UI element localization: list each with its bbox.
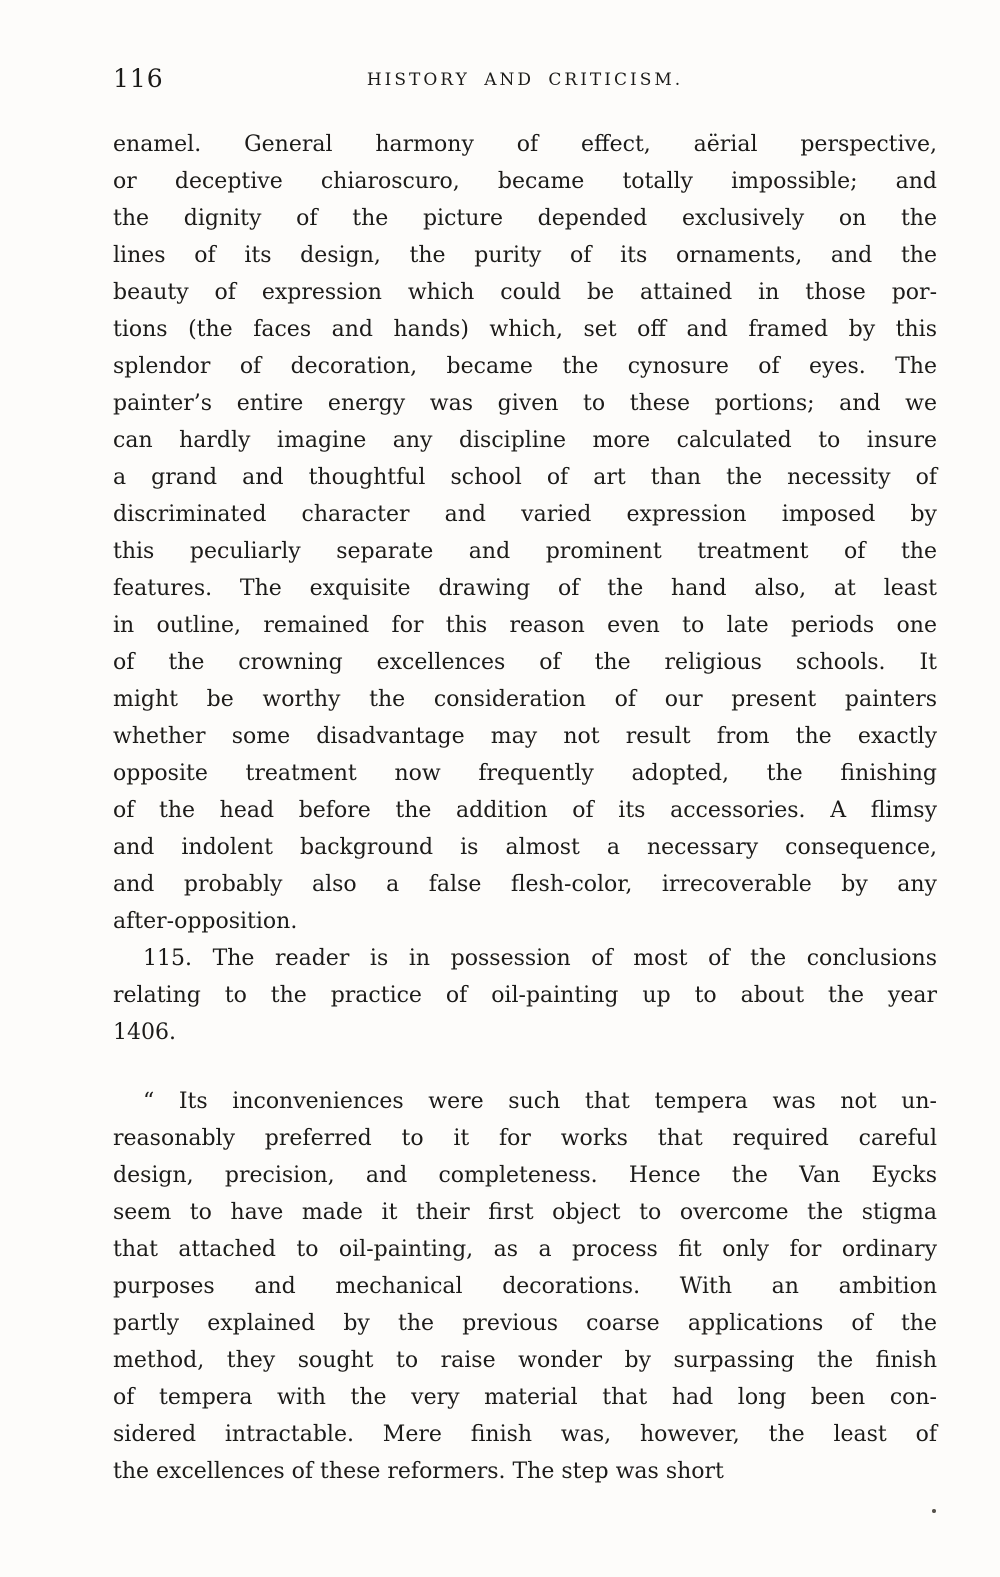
text-line: lines of its design, the purity of its ornaments, and the	[113, 243, 937, 268]
text-line: the excellences of these reformers. The step was short	[113, 1459, 724, 1484]
running-title: HISTORY AND CRITICISM.	[366, 70, 684, 90]
text-line: or deceptive chiaroscuro, became totally impossible; and	[113, 169, 937, 194]
page-number: 116	[113, 64, 164, 93]
text-line: discriminated character and varied expression imposed by	[113, 502, 937, 527]
text-line: painter’s entire energy was given to these portions; and we	[113, 391, 937, 416]
page-body	[113, 126, 937, 1490]
text-line: and indolent background is almost a necessary consequence,	[113, 835, 937, 860]
text-line: 1406.	[113, 1020, 176, 1045]
text-line: of the crowning excellences of the religious schools. It	[113, 650, 937, 675]
text-line: enamel. General harmony of effect, aërial perspective,	[113, 132, 937, 157]
text-line: tions (the faces and hands) which, set off and framed by this	[113, 317, 937, 342]
text-line: sidered intractable. Mere finish was, however, the least of	[113, 1422, 937, 1447]
text-line: 115. The reader is in possession of most of the conclusions	[143, 946, 937, 971]
paragraph	[113, 940, 937, 1051]
paragraph	[113, 1083, 937, 1490]
text-line: the dignity of the picture depended exclusively on the	[113, 206, 937, 231]
text-line: opposite treatment now frequently adopted, the finishing	[113, 761, 937, 786]
text-line: can hardly imagine any discipline more calculated to insure	[113, 428, 937, 453]
text-line: a grand and thoughtful school of art than the necessity of	[113, 465, 937, 490]
text-line: might be worthy the consideration of our present painters	[113, 687, 937, 712]
text-line: relating to the practice of oil-painting up to about the year	[113, 983, 937, 1008]
text-line: partly explained by the previous coarse applications of the	[113, 1311, 937, 1336]
text-line: and probably also a false flesh-color, irrecoverable by any	[113, 872, 937, 897]
page-header	[113, 64, 937, 98]
text-line: features. The exquisite drawing of the hand also, at least	[113, 576, 937, 601]
text-line: purposes and mechanical decorations. With an ambition	[113, 1274, 937, 1299]
text-line: reasonably preferred to it for works that required careful	[113, 1126, 937, 1151]
text-line: of the head before the addition of its accessories. A flimsy	[113, 798, 937, 823]
scan-speck	[932, 1509, 936, 1513]
text-line: of tempera with the very material that had long been con-	[113, 1385, 937, 1410]
text-line: in outline, remained for this reason even to late periods one	[113, 613, 937, 638]
text-line: this peculiarly separate and prominent treatment of the	[113, 539, 937, 564]
text-line: seem to have made it their first object to overcome the stigma	[113, 1200, 937, 1225]
text-line: that attached to oil-painting, as a process fit only for ordinary	[113, 1237, 937, 1262]
text-line: “ Its inconveniences were such that tempera was not un-	[143, 1089, 937, 1114]
text-line: design, precision, and completeness. Hence the Van Eycks	[113, 1163, 937, 1188]
text-line: splendor of decoration, became the cynosure of eyes. The	[113, 354, 937, 379]
text-line: method, they sought to raise wonder by surpassing the finish	[113, 1348, 937, 1373]
text-line: after-opposition.	[113, 909, 298, 934]
text-line: beauty of expression which could be attained in those por-	[113, 280, 937, 305]
text-line: whether some disadvantage may not result from the exactly	[113, 724, 937, 749]
paragraph	[113, 126, 937, 940]
